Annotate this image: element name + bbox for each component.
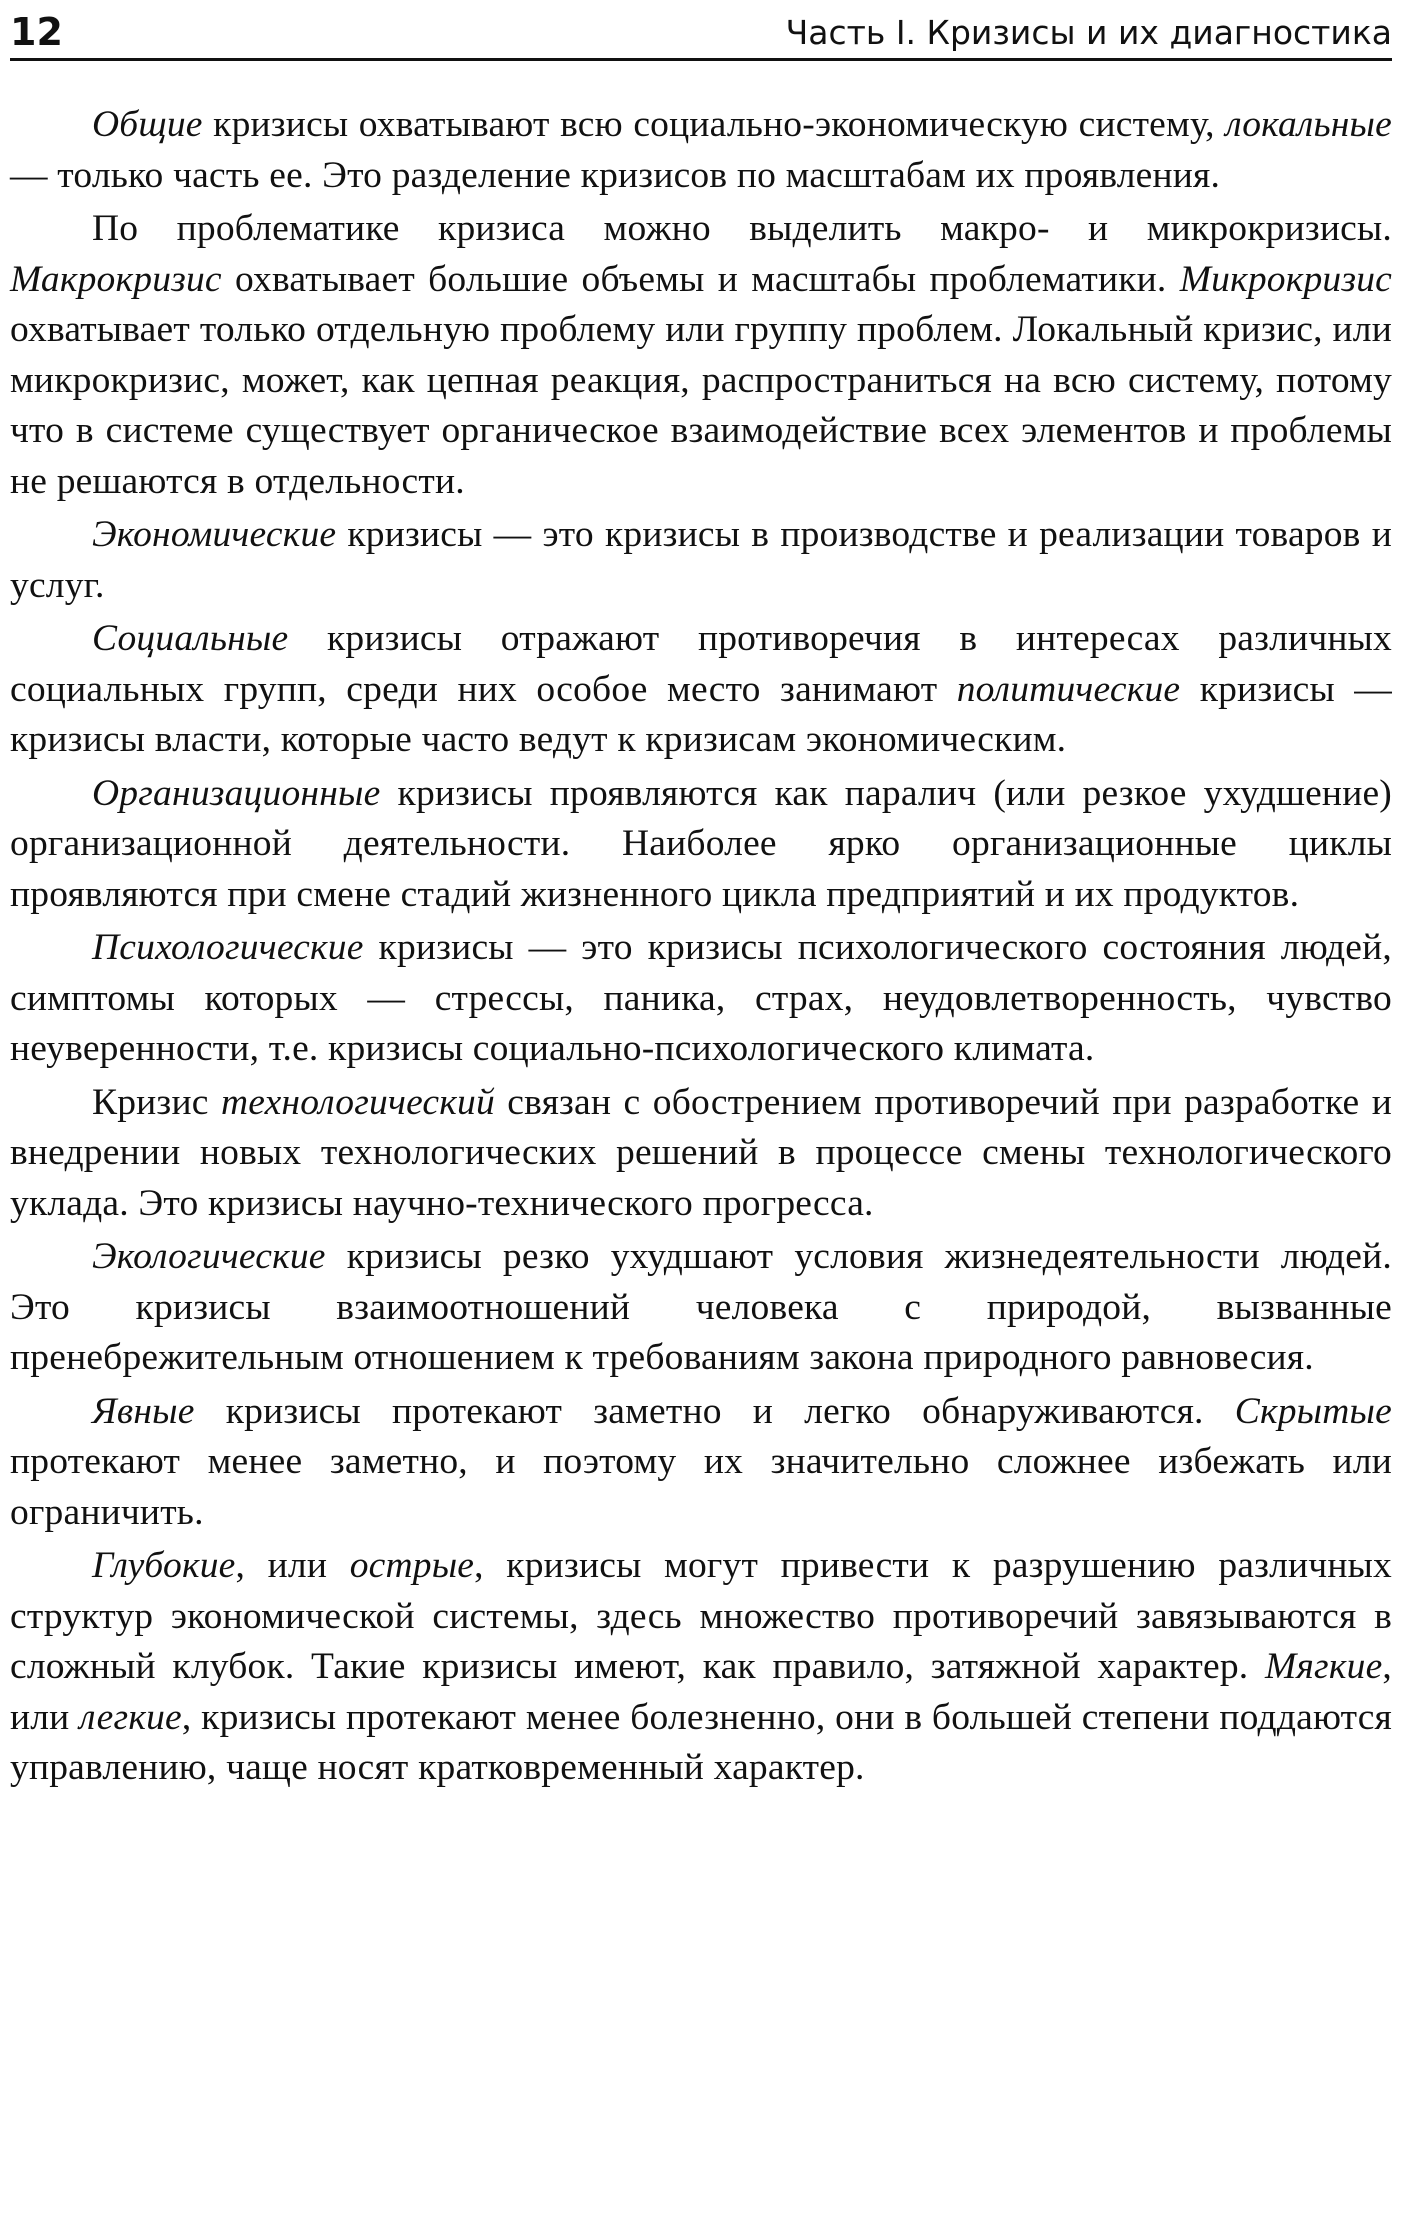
paragraph-text: охватывает большие объемы и масштабы проблематики. <box>221 258 1180 300</box>
term-organizational: Организационные <box>92 772 381 814</box>
term-technological: технологический <box>220 1081 495 1123</box>
paragraph-ecological <box>10 1232 1392 1384</box>
paragraph-text: — только часть ее. Это разделение кризисов по масштабам их проявления. <box>10 154 1221 196</box>
term-psychological: Психологические <box>92 927 364 968</box>
paragraph-economic <box>10 510 1392 611</box>
paragraph-technological <box>10 1078 1392 1230</box>
term-economic: Экономические <box>92 514 337 555</box>
paragraph-text: кризисы резко ухудшают условия жизнедеятельности людей. Это кризисы взаимоотношений человека с природой, вызванные пренебрежительным отношением к требованиям закона природного равновесия. <box>10 1236 1392 1378</box>
term-local: локальные <box>1225 104 1392 145</box>
term-microcrisis: Микрокризис <box>1179 258 1392 300</box>
term-general: Общие <box>92 104 203 145</box>
paragraph-psychological <box>10 923 1392 1075</box>
paragraph-text: охватывает только отдельную проблему или группу проблем. Локальный кризис, или микрокризис, может, как цепная реакция, распространиться на всю систему, потому что в системе существует органическое взаимодействие всех элементов и проблемы не решаются в отдельности. <box>10 309 1392 502</box>
page-header <box>10 8 1392 61</box>
term-ecological: Экологические <box>92 1236 326 1277</box>
paragraph-text: кризисы проявляются как паралич (или резкое ухудшение) организационной деятельности. Наиболее ярко организационные циклы проявляются при смене стадий жизненного цикла предприятий и их продуктов. <box>10 772 1392 915</box>
term-hidden: Скрытые <box>1234 1390 1392 1432</box>
paragraph-text: кризисы — это кризисы в производстве и реализации товаров и услуг. <box>10 514 1392 606</box>
paragraph-deep-soft <box>10 1541 1392 1794</box>
paragraph-text: кризисы протекают заметно и легко обнаруживаются. <box>194 1390 1235 1432</box>
book-page <box>10 0 1392 2222</box>
term-social: Социальные <box>92 618 289 659</box>
paragraph-social <box>10 614 1392 766</box>
paragraph-general-local <box>10 100 1392 201</box>
page-number: 12 <box>10 10 63 54</box>
term-deep: Глубокие <box>92 1545 236 1586</box>
paragraph-text: кризисы отражают противоречия в интересах различных социальных групп, среди них особое место занимают <box>10 618 1392 710</box>
paragraph-text: По проблематике кризиса можно выделить макро- и микрокризисы. <box>92 208 1392 249</box>
paragraph-text: кризисы — это кризисы психологического состояния людей, симптомы которых — стрессы, паника, страх, неудовлетворенность, чувство неуверенности, т.е. кризисы социально-психологического климата. <box>10 927 1392 1069</box>
paragraph-text: , или <box>235 1545 350 1586</box>
paragraph-text: , или <box>10 1646 1392 1738</box>
running-title: Часть I. Кризисы и их диагностика <box>785 13 1392 52</box>
term-light: легкие <box>79 1696 182 1738</box>
paragraph-organizational <box>10 769 1392 921</box>
term-macrocrisis: Макрокризис <box>10 258 222 300</box>
paragraph-text: кризисы — кризисы власти, которые часто ведут к кризисам экономическим. <box>10 668 1392 760</box>
body-text <box>10 100 1392 1797</box>
paragraph-text: , кризисы могут привести к разрушению различных структур экономической системы, здесь множество противоречий завязываются в сложный клубок. Такие кризисы имеют, как правило, затяжной характер. <box>10 1545 1392 1687</box>
term-political: политические <box>956 668 1181 710</box>
paragraph-text: связан с обострением противоречий при разработке и внедрении новых технологических решений в процессе смены технологического уклада. Это кризисы научно-технического прогресса. <box>10 1081 1393 1224</box>
term-soft: Мягкие <box>1264 1646 1383 1687</box>
term-acute: острые <box>349 1545 475 1586</box>
paragraph-explicit-hidden <box>10 1387 1392 1539</box>
paragraph-text: , кризисы протекают менее болезненно, они в большей степени поддаются управлению, чаще носят кратковременный характер. <box>10 1696 1393 1788</box>
paragraph-macro-micro <box>10 204 1392 507</box>
term-explicit: Явные <box>92 1390 195 1432</box>
paragraph-text: Кризис <box>92 1081 221 1123</box>
paragraph-text: протекают менее заметно, и поэтому их значительно сложнее избежать или ограничить. <box>10 1441 1392 1533</box>
paragraph-text: кризисы охватывают всю социально-экономическую систему, <box>202 104 1226 145</box>
